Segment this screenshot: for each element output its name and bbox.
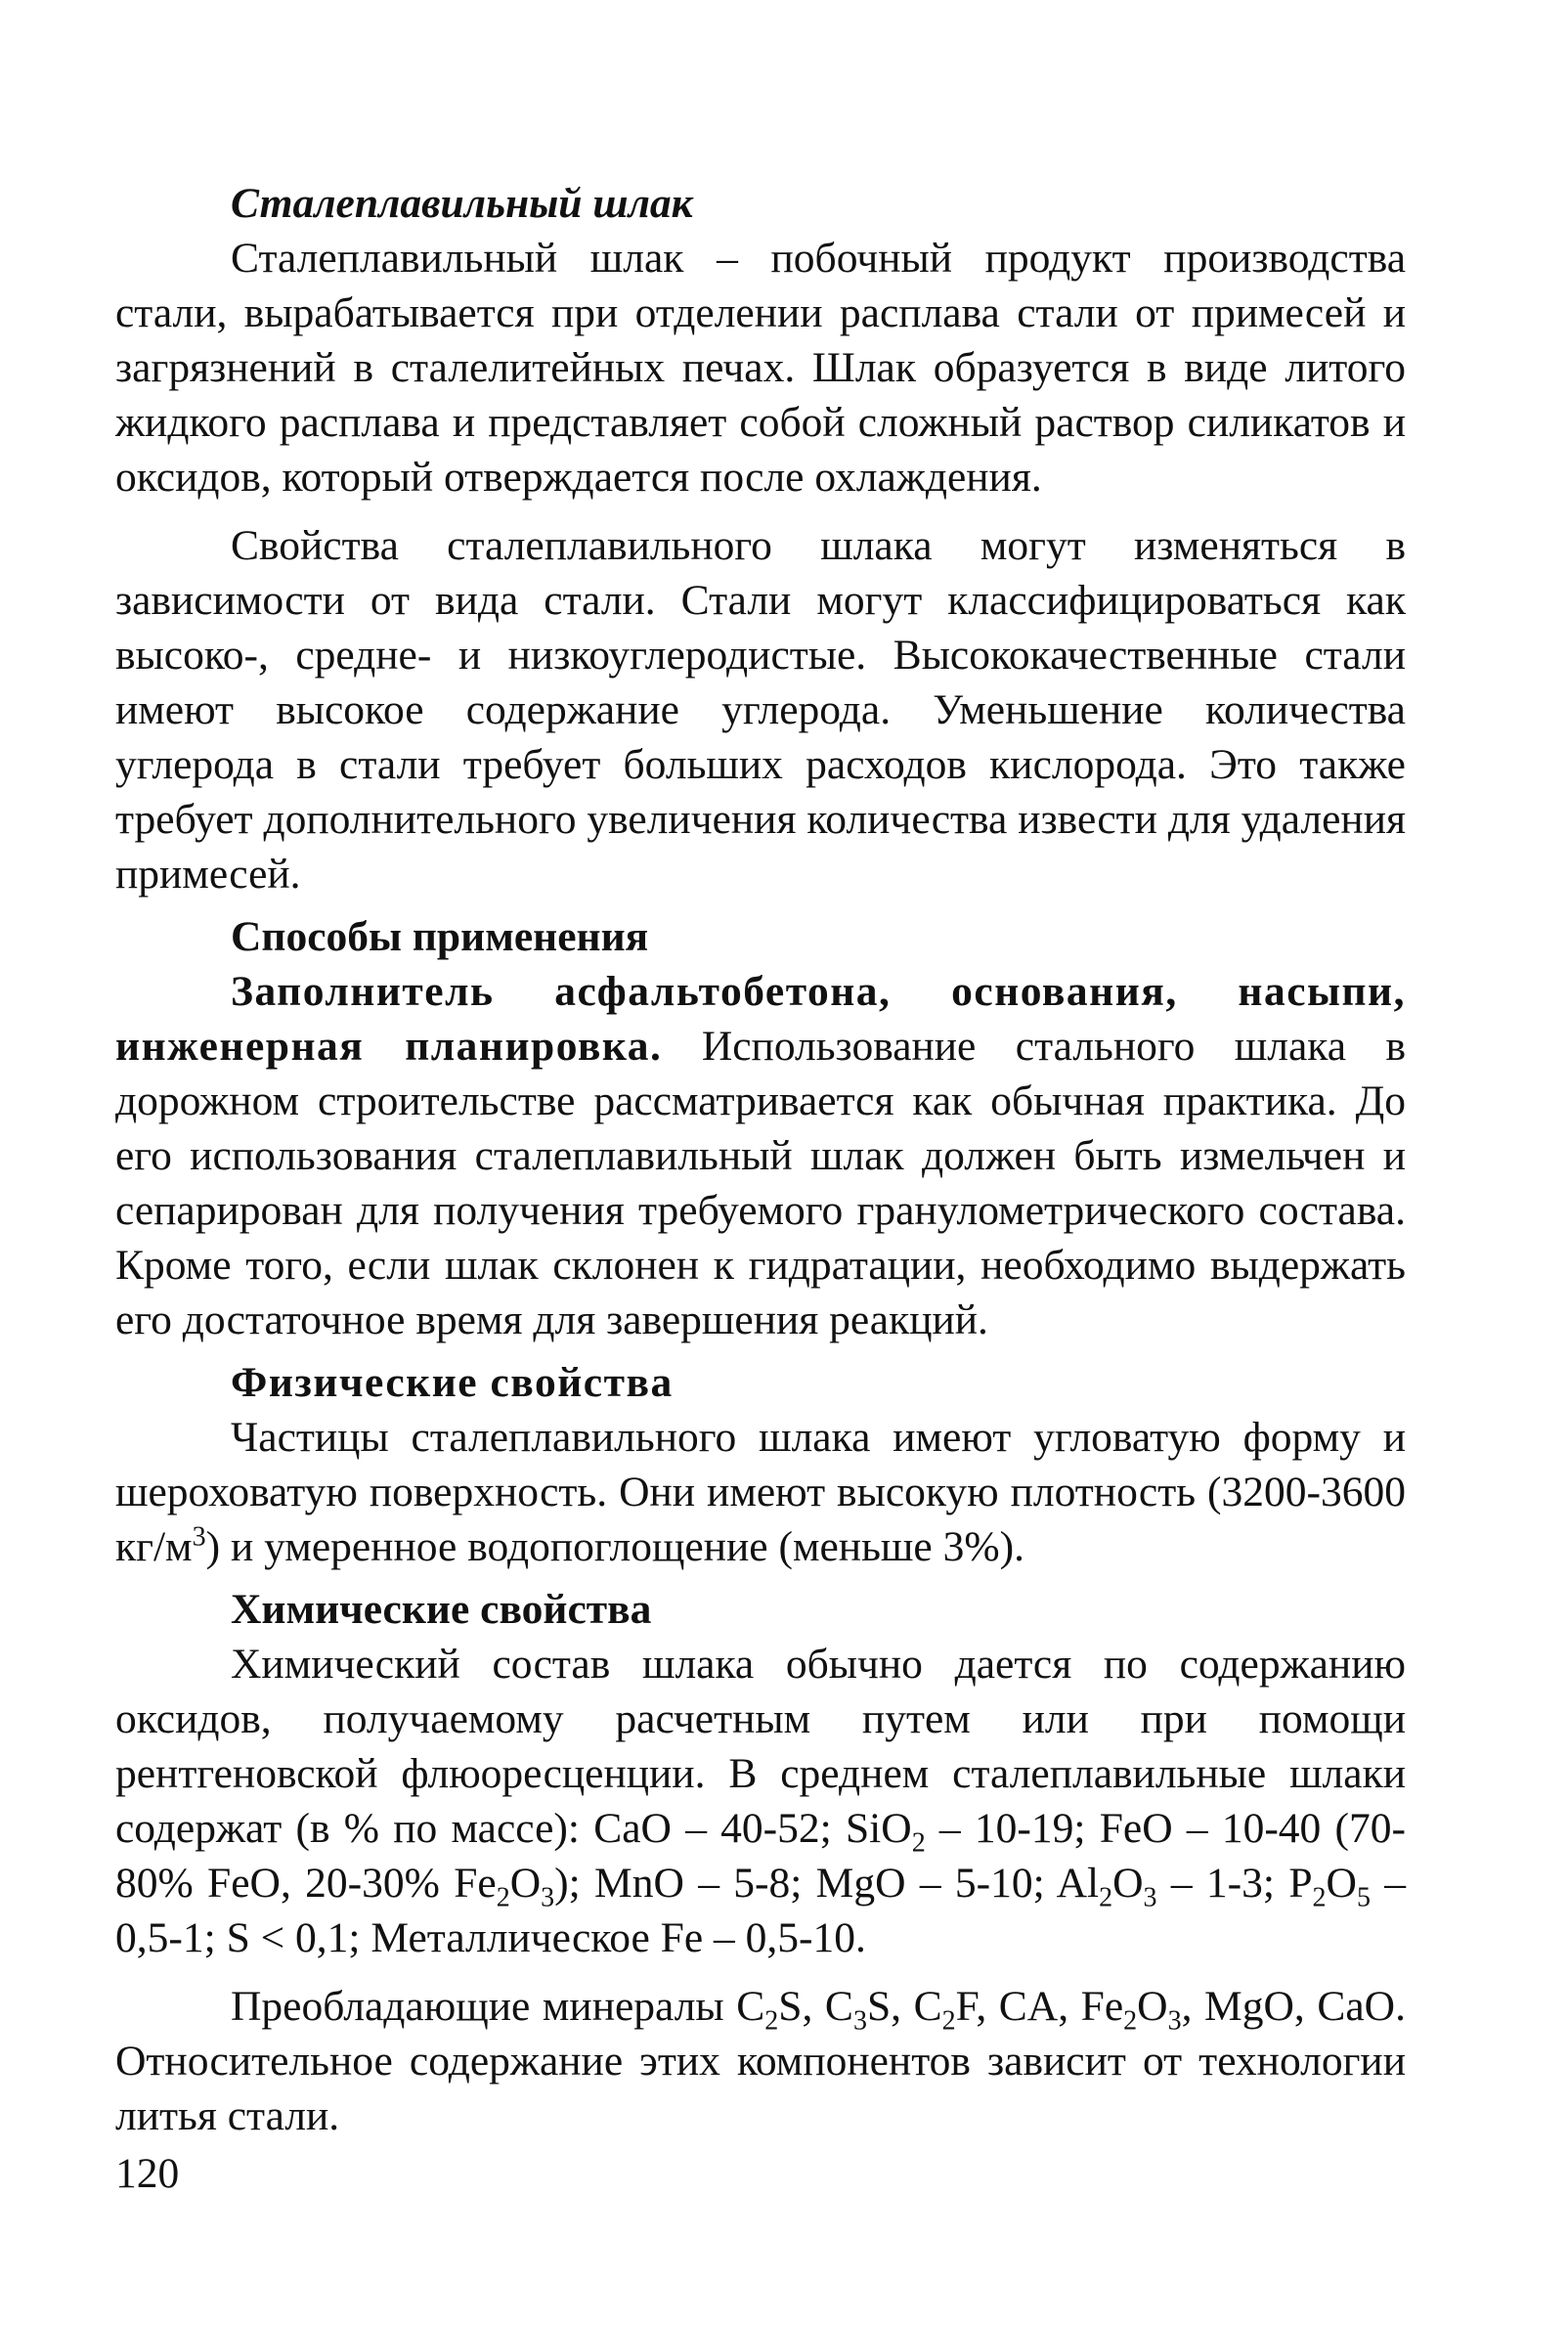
application-lead: Заполнитель асфальтобетона, основания, насыпи, инженерная планировка.: [115, 968, 1406, 1070]
paragraph-minerals: [115, 1979, 1406, 2143]
paragraph-intro: Сталеплавильный шлак – побочный продукт производства стали, вырабатывается при отделении расплава стали от примесей и загрязнений в сталелитейных печах. Шлак образуется в виде литого жидкого расплава и представляет собой сложный раствор силикатов и оксидов, который отверждается после охлаждения.: [115, 235, 1406, 501]
subscript: 2: [764, 2005, 779, 2037]
paragraph-chemical: [115, 1637, 1406, 1965]
superscript-3: 3: [192, 1521, 206, 1553]
physical-text-b: ) и умеренное водопоглощение (меньше 3%).: [205, 1523, 1024, 1570]
page-number: 120: [115, 2150, 180, 2197]
subscript: 5: [1356, 1882, 1371, 1913]
subscript: 2: [941, 2005, 956, 2037]
heading-chemical: Химические свойства: [231, 1586, 652, 1633]
subscript: 2: [496, 1882, 510, 1913]
chemical-text-c: O: [509, 1860, 542, 1907]
subscript: 2: [1123, 2005, 1138, 2037]
application-text: Использование стального шлака в дорожном строительстве рассматривается как обычная практика. До его использования сталеплавильный шлак должен быть измельчен и сепарирован для получения требуемого гранулометрического состава. Кроме того, если шлак склонен к гидратации, необходимо выдержать его достаточное время для завершения реакций.: [115, 1023, 1406, 1343]
minerals-text-d: F, CA, Fe: [955, 1983, 1124, 2030]
subscript: 2: [1312, 1882, 1327, 1913]
subscript: 2: [1099, 1882, 1113, 1913]
chemical-text-b: – 10-19; FeO – 10-40 (70-80% FeO, 20-30% Fe: [115, 1805, 1407, 1907]
subscript: 2: [911, 1827, 926, 1859]
minerals-text-f: , MgO, CaO. Относительное содержание этих компонентов зависит от технологии литья стали.: [115, 1983, 1406, 2139]
heading-application: Способы применения: [231, 913, 649, 960]
minerals-text-b: S, C: [778, 1983, 853, 2030]
section-title: Сталеплавильный шлак: [231, 180, 693, 227]
paragraph-physical: [115, 1410, 1406, 1574]
paragraph-application: [115, 964, 1406, 1347]
minerals-text-a: Преобладающие минералы C: [231, 1983, 765, 2030]
physical-text-a: Частицы сталеплавильного шлака имеют угловатую форму и шероховатую поверхность. Они имеют высокую плотность (3200-3600 кг/м: [115, 1414, 1406, 1570]
heading-physical: Физические свойства: [231, 1359, 674, 1406]
chemical-text-f: – 1-3; P: [1156, 1860, 1313, 1907]
page-body: [115, 176, 1406, 2143]
minerals-text-c: S, C: [866, 1983, 942, 2030]
subscript: 3: [541, 1882, 555, 1913]
chemical-text-d: ); MnO – 5-8; MgO – 5-10; Al: [554, 1860, 1100, 1907]
chemical-text-h: – 0,5-1; S < 0,1; Металлическое Fe – 0,5-10.: [115, 1860, 1407, 1961]
chemical-text-g: O: [1326, 1860, 1357, 1907]
chemical-text-e: O: [1112, 1860, 1144, 1907]
chemical-text-a: Химический состав шлака обычно дается по содержанию оксидов, получаемому расчетным путем или при помощи рентгеновской флюоресценции. В среднем сталеплавильные шлаки содержат (в % по массе): CaO – 40-52; SiO: [115, 1641, 1406, 1852]
subscript: 3: [852, 2005, 867, 2037]
paragraph-properties: Свойства сталеплавильного шлака могут изменяться в зависимости от вида стали. Стали могут классифицироваться как высоко-, средне- и низкоуглеродистые. Высококачественные стали имеют высокое содержание углерода. Уменьшение количества углерода в стали требует больших расходов кислорода. Это также требует дополнительного увеличения количества извести для удаления примесей.: [115, 522, 1406, 898]
minerals-text-e: O: [1137, 1983, 1168, 2030]
subscript: 3: [1143, 1882, 1157, 1913]
subscript: 3: [1167, 2005, 1182, 2037]
